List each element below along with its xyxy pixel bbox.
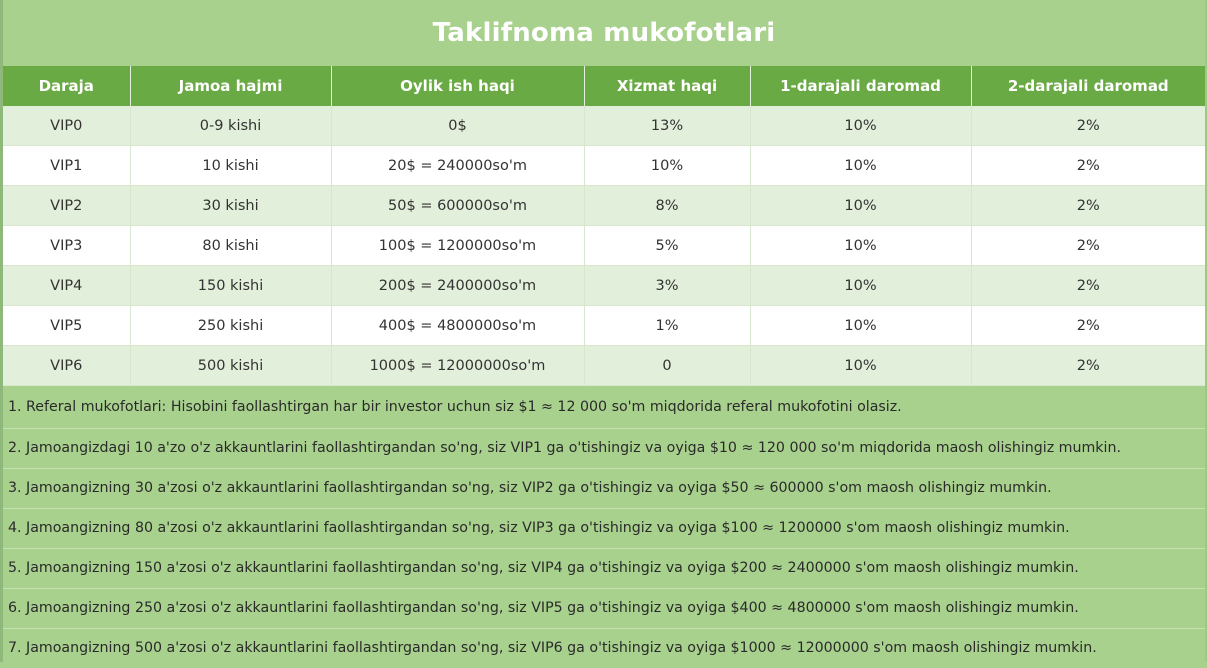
cell-level1-income: 10% bbox=[750, 226, 971, 266]
cell-salary: 20$ = 240000so'm bbox=[331, 146, 584, 186]
cell-service-fee: 13% bbox=[584, 106, 750, 146]
cell-team-size: 30 kishi bbox=[130, 186, 331, 226]
header-oylik-ish-haqi: Oylik ish haqi bbox=[331, 66, 584, 106]
cell-level: VIP4 bbox=[3, 266, 130, 306]
cell-level: VIP1 bbox=[3, 146, 130, 186]
header-1-darajali-daromad: 1-darajali daromad bbox=[750, 66, 971, 106]
header-2-darajali-daromad: 2-darajali daromad bbox=[971, 66, 1205, 106]
cell-service-fee: 3% bbox=[584, 266, 750, 306]
cell-level1-income: 10% bbox=[750, 106, 971, 146]
cell-level2-income: 2% bbox=[971, 266, 1205, 306]
note-item: 7. Jamoangizning 500 a'zosi o'z akkauntlarini faollashtirgandan so'ng, siz VIP6 ga o'tishingiz va oyiga $1000 ≈ 12000000 s'om maosh olishingiz mumkin. bbox=[3, 628, 1205, 668]
cell-team-size: 150 kishi bbox=[130, 266, 331, 306]
cell-service-fee: 0 bbox=[584, 346, 750, 386]
cell-service-fee: 1% bbox=[584, 306, 750, 346]
cell-team-size: 250 kishi bbox=[130, 306, 331, 346]
note-item: 3. Jamoangizning 30 a'zosi o'z akkauntlarini faollashtirgandan so'ng, siz VIP2 ga o'tishingiz va oyiga $50 ≈ 600000 s'om maosh olishingiz mumkin. bbox=[3, 468, 1205, 508]
cell-team-size: 10 kishi bbox=[130, 146, 331, 186]
note-item: 2. Jamoangizdagi 10 a'zo o'z akkauntlarini faollashtirgandan so'ng, siz VIP1 ga o'tishingiz va oyiga $10 ≈ 120 000 so'm miqdorida maosh olishingiz mumkin. bbox=[3, 428, 1205, 468]
header-xizmat-haqi: Xizmat haqi bbox=[584, 66, 750, 106]
cell-level1-income: 10% bbox=[750, 346, 971, 386]
cell-level2-income: 2% bbox=[971, 186, 1205, 226]
table-row bbox=[3, 226, 1205, 266]
table-row bbox=[3, 106, 1205, 146]
cell-team-size: 0-9 kishi bbox=[130, 106, 331, 146]
cell-level1-income: 10% bbox=[750, 146, 971, 186]
table-header-row bbox=[3, 66, 1205, 106]
cell-level1-income: 10% bbox=[750, 306, 971, 346]
table-row bbox=[3, 346, 1205, 386]
cell-level2-income: 2% bbox=[971, 346, 1205, 386]
note-item: 6. Jamoangizning 250 a'zosi o'z akkauntlarini faollashtirgandan so'ng, siz VIP5 ga o'tishingiz va oyiga $400 ≈ 4800000 s'om maosh olishingiz mumkin. bbox=[3, 588, 1205, 628]
cell-salary: 1000$ = 12000000so'm bbox=[331, 346, 584, 386]
cell-level: VIP0 bbox=[3, 106, 130, 146]
rewards-table bbox=[3, 66, 1205, 386]
table-row bbox=[3, 146, 1205, 186]
cell-level2-income: 2% bbox=[971, 306, 1205, 346]
cell-level1-income: 10% bbox=[750, 186, 971, 226]
cell-level: VIP3 bbox=[3, 226, 130, 266]
note-item: 4. Jamoangizning 80 a'zosi o'z akkauntlarini faollashtirgandan so'ng, siz VIP3 ga o'tishingiz va oyiga $100 ≈ 1200000 s'om maosh olishingiz mumkin. bbox=[3, 508, 1205, 548]
notes-list bbox=[3, 386, 1205, 668]
cell-level1-income: 10% bbox=[750, 266, 971, 306]
cell-service-fee: 8% bbox=[584, 186, 750, 226]
note-item: 1. Referal mukofotlari: Hisobini faollashtirgan har bir investor uchun siz $1 ≈ 12 000 so'm miqdorida referal mukofotini olasiz. bbox=[3, 386, 1205, 428]
cell-salary: 50$ = 600000so'm bbox=[331, 186, 584, 226]
cell-level2-income: 2% bbox=[971, 106, 1205, 146]
cell-level: VIP6 bbox=[3, 346, 130, 386]
cell-level2-income: 2% bbox=[971, 146, 1205, 186]
header-jamoa-hajmi: Jamoa hajmi bbox=[130, 66, 331, 106]
cell-salary: 0$ bbox=[331, 106, 584, 146]
page-title: Taklifnoma mukofotlari bbox=[3, 0, 1205, 66]
cell-salary: 100$ = 1200000so'm bbox=[331, 226, 584, 266]
cell-level2-income: 2% bbox=[971, 226, 1205, 266]
cell-salary: 400$ = 4800000so'm bbox=[331, 306, 584, 346]
note-item: 5. Jamoangizning 150 a'zosi o'z akkauntlarini faollashtirgandan so'ng, siz VIP4 ga o'tishingiz va oyiga $200 ≈ 2400000 s'om maosh olishingiz mumkin. bbox=[3, 548, 1205, 588]
cell-salary: 200$ = 2400000so'm bbox=[331, 266, 584, 306]
cell-team-size: 500 kishi bbox=[130, 346, 331, 386]
header-daraja: Daraja bbox=[3, 66, 130, 106]
cell-level: VIP2 bbox=[3, 186, 130, 226]
cell-team-size: 80 kishi bbox=[130, 226, 331, 266]
cell-service-fee: 5% bbox=[584, 226, 750, 266]
table-row bbox=[3, 186, 1205, 226]
cell-level: VIP5 bbox=[3, 306, 130, 346]
table-row bbox=[3, 306, 1205, 346]
cell-service-fee: 10% bbox=[584, 146, 750, 186]
table-row bbox=[3, 266, 1205, 306]
